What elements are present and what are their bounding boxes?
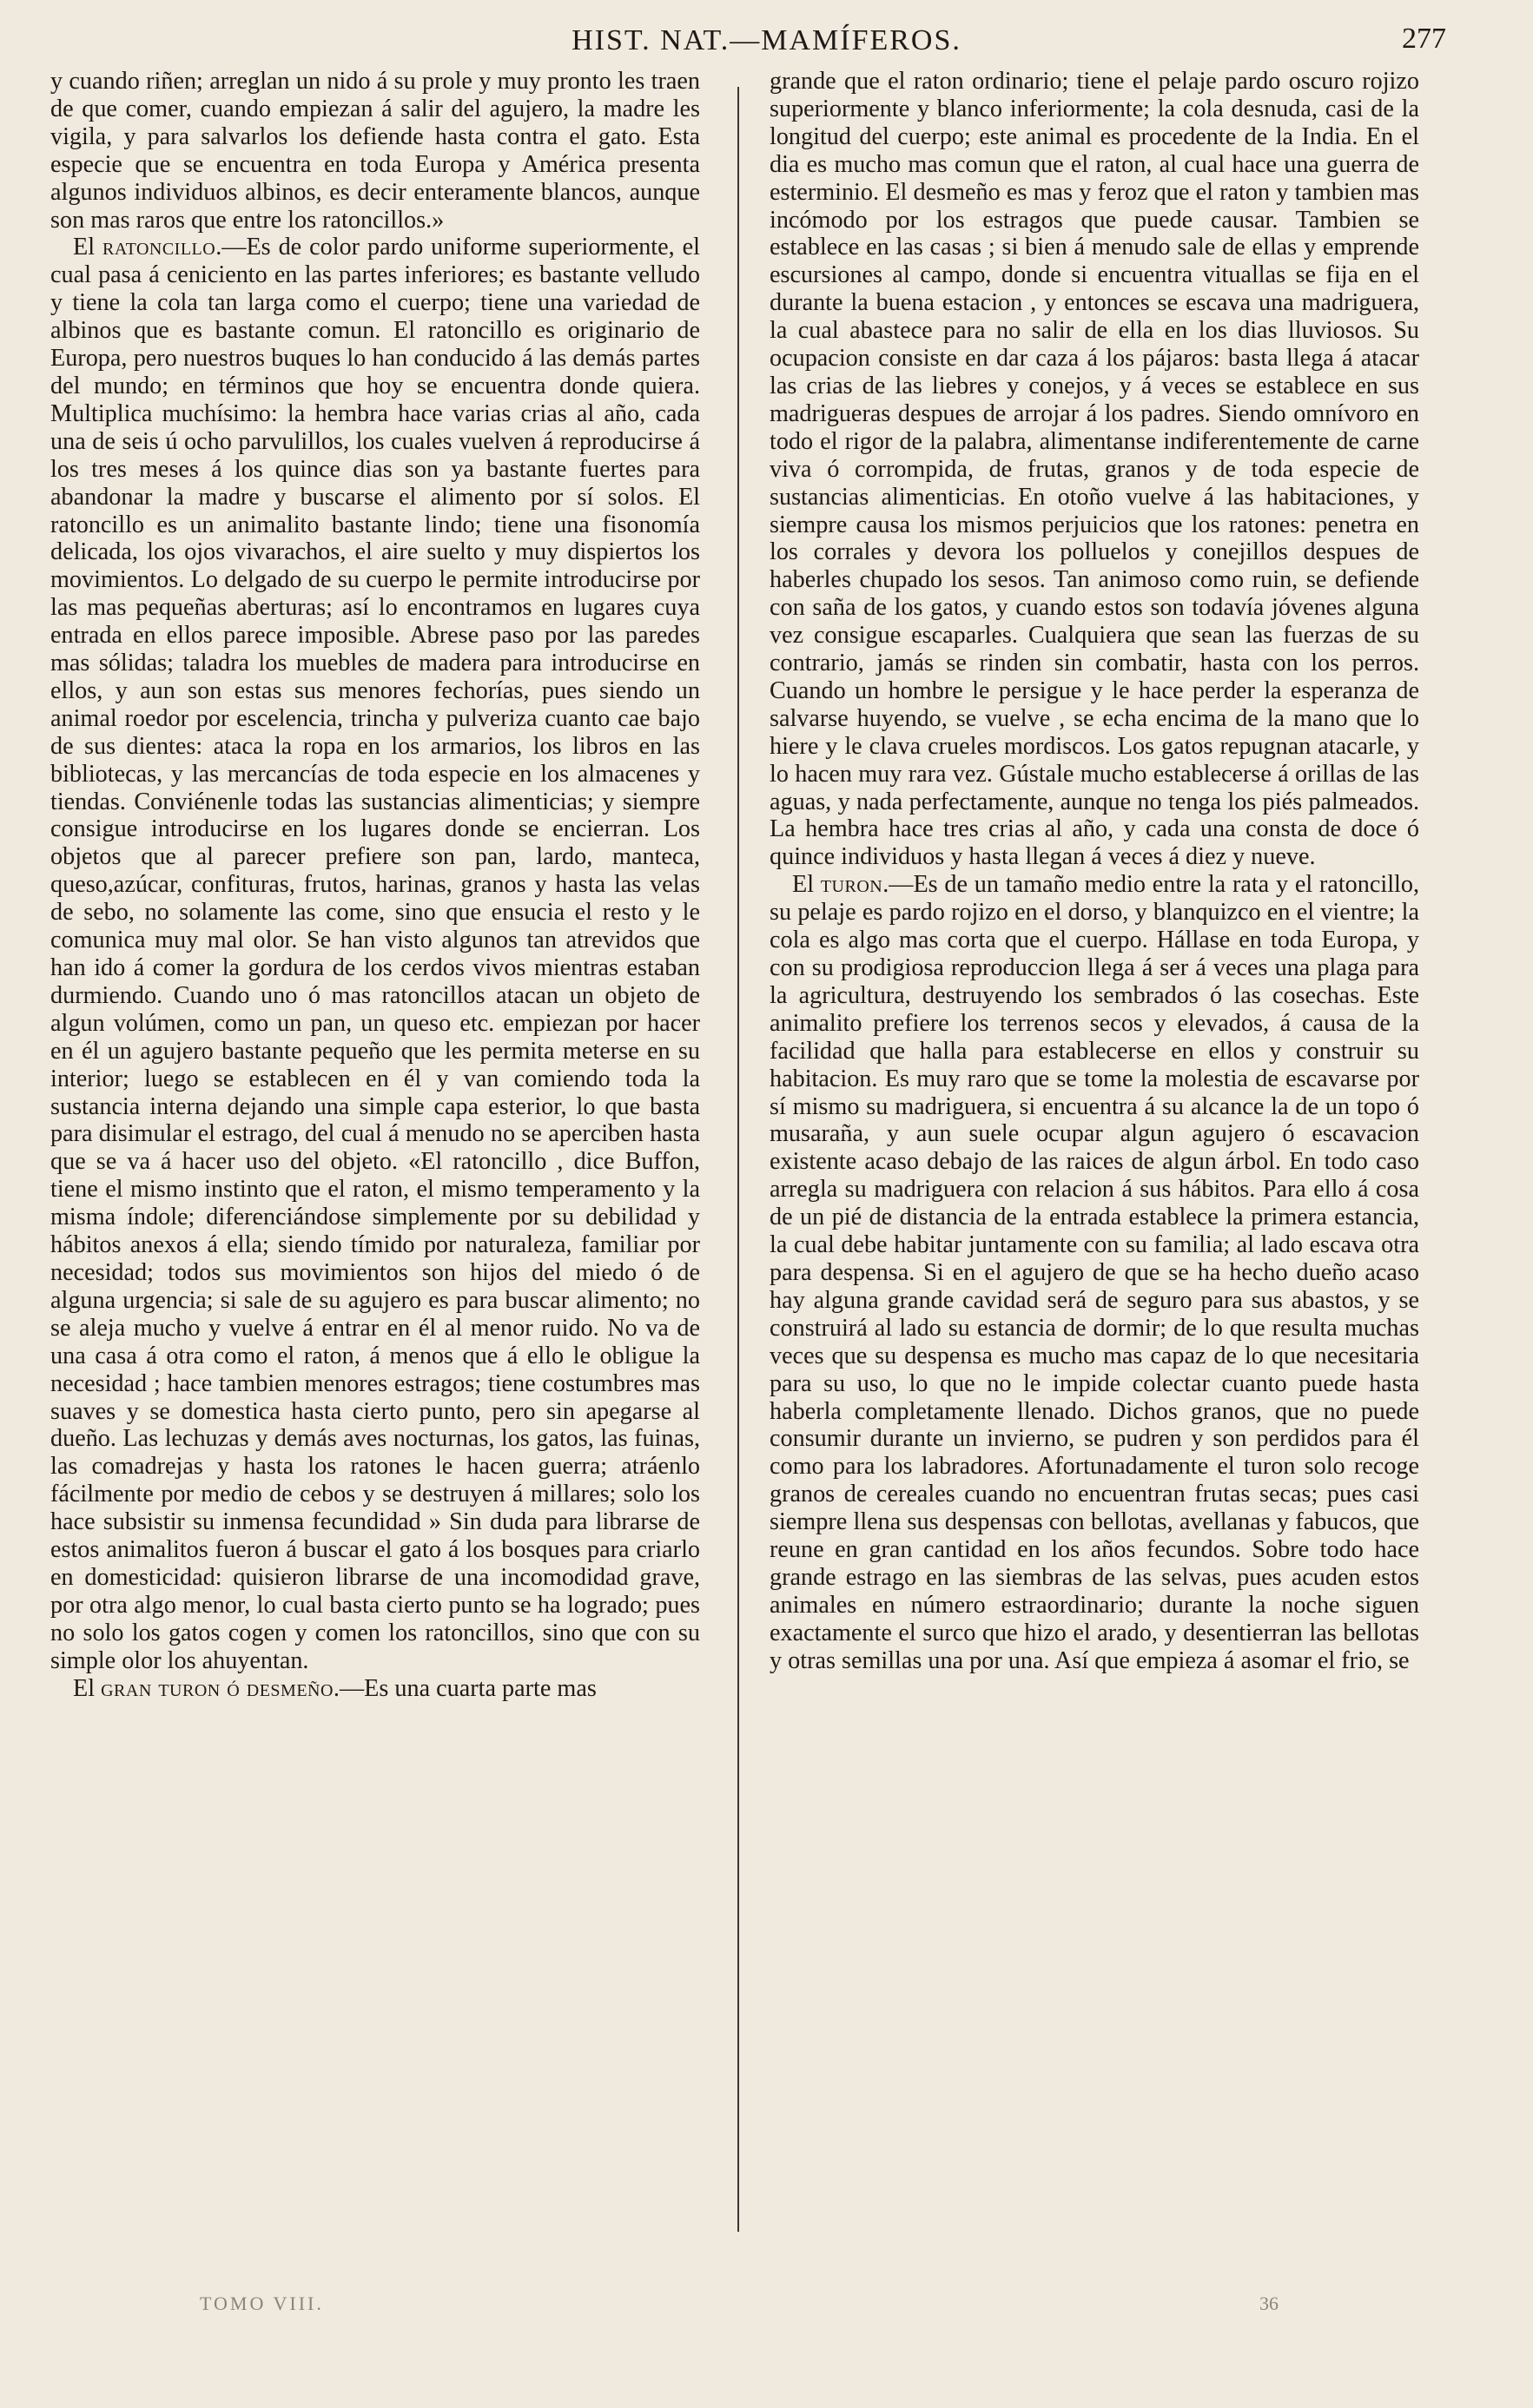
column-divider [737, 87, 739, 2232]
paragraph-intro: El [792, 871, 815, 899]
right-column [770, 68, 1419, 1675]
species-term-gran-turon: gran turon ó desmeño [101, 1674, 334, 1702]
paragraph-body: .—Es una cuarta parte mas [333, 1674, 597, 1702]
paragraph-intro: El [73, 234, 96, 261]
paragraph-intro: El [73, 1674, 96, 1702]
paragraph-body: .—Es de un tamaño medio entre la rata y el ratoncillo, su pelaje es pardo rojizo en el dorso, y blanquizco en el vientre; la cola es algo mas corta que el cuerpo. Hállase en toda Europa, y con su prodigiosa reproduccion llega á ser á veces una plaga para la agricultura, destruyendo los sembrados ó las cosechas. Este animalito prefiere los terrenos secos y elevados, á causa de la facilidad que halla para establecerse en ellos y construir su habitacion. Es muy raro que se tome la molestia de escavarse por sí mismo su madriguera, si encuentra á su alcance la de un topo ó musaraña, y aun suele ocupar algun agujero ó escavacion existente acaso debajo de las raices de algun árbol. En todo caso arregla su madriguera con relacion á sus hábitos. Para ello á cosa de un pié de distancia de la entrada establece la primera estancia, la cual debe habitar juntamente con su familia; al lado escava otra para despensa. Si en el agujero de que se ha hecho dueño acaso hay alguna grande cavidad será de seguro para sus abastos, y se construirá al lado su estancia de dormir; de lo que resulta muchas veces que su despensa es mucho mas capaz de lo que necesitaria para su uso, lo que no le impide colectar cuanto puede hasta haberla completamente llenado. Dichos granos, que no puede consumir durante un invierno, se pudren y son perdidos para él como para los labradores. Afortunadamente el turon solo recoge granos de cereales cuando no encuentran frutas secas; pues casi siempre llena sus despensas con bellotas, avellanas y fabucos, que reune en gran cantidad en los años fecundos. Sobre todo hace grande estrago en las siembras de las selvas, pues acuden estos animales en número estraordinario; durante la noche siguen exactamente el surco que hizo el arado, y desentierran las bellotas y otras semillas una por una. Así que empieza á asomar el frio, se [770, 871, 1419, 1674]
paragraph-continuation: y cuando riñen; arreglan un nido á su prole y muy pronto les traen de que comer, cuando empiezan á salir del agujero, la madre les vigila, y para salvarlos los defiende hasta contra el gato. Esta especie que se encuentra en toda Europa y América presenta algunos individuos albinos, es decir enteramente blancos, aunque son mas raros que entre los ratoncillos.» [50, 68, 700, 234]
paragraph-turon [770, 871, 1419, 1674]
paragraph-desmeno: grande que el raton ordinario; tiene el pelaje pardo oscuro rojizo superiormente y blanco inferiormente; la cola desnuda, casi de la longitud del cuerpo; este animal es procedente de la India. En el dia es mucho mas comun que el raton, al cual hace una guerra de esterminio. El desmeño es mas y feroz que el raton y tambien mas incómodo por los estragos que puede causar. Tambien se establece en las casas ; si bien á menudo sale de ellas y emprende escursiones al campo, donde si encuentra vituallas se fija en el durante la buena estacion , y entonces se escava una madriguera, la cual abastece para no salir de ella en los dias lluviosos. Su ocupacion consiste en dar caza á los pájaros: basta llega á atacar las crias de las liebres y conejos, y á veces se establece en sus madrigueras despues de arrojar á los padres. Siendo omnívoro en todo el rigor de la palabra, alimentanse indiferentemente de carne viva ó corrompida, de frutas, granos y de toda especie de sustancias alimenticias. En otoño vuelve á las habitaciones, y siempre causa los mismos perjuicios que los ratones: penetra en los corrales y devora los polluelos y conejillos despues de haberles chupado los sesos. Tan animoso como ruin, se defiende con saña de los gatos, y cuando estos son todavía jóvenes alguna vez consigue escaparles. Cualquiera que sean las fuerzas de su contrario, jamás se rinden sin combatir, hasta con los perros. Cuando un hombre le persigue y le hace perder la esperanza de salvarse huyendo, se vuelve , se echa encima de la mano que lo hiere y le clava crueles mordiscos. Los gatos repugnan atacarle, y lo hacen muy rara vez. Gústale mucho establecerse á orillas de las aguas, y nada perfectamente, aunque no tenga los piés palmeados. La hembra hace tres crias al año, y cada una consta de doce ó quince individuos y hasta llegan á veces á diez y nueve. [770, 68, 1419, 871]
running-title: HIST. NAT.—MAMÍFEROS. [572, 24, 961, 56]
page-footer [0, 2293, 1533, 2327]
paragraph-gran-turon [50, 1675, 700, 1703]
page-number: 277 [1402, 23, 1446, 55]
paragraph-ratoncillo [50, 234, 700, 1674]
paragraph-body: .—Es de color pardo uniforme superiormente, el cual pasa á ceniciento en las partes inferiores; es bastante velludo y tiene la cola tan larga como el cuerpo; tiene una variedad de albinos que es bastante comun. El ratoncillo es originario de Europa, pero nuestros buques lo han conducido á las demás partes del mundo; en términos que hoy se encuentra donde quiera. Multiplica muchísimo: la hembra hace varias crias al año, cada una de seis ú ocho parvulillos, los cuales vuelven á reproducirse á los tres meses á los quince dias son ya bastante fuertes para abandonar la madre y buscarse el alimento por sí solos. El ratoncillo es un animalito bastante lindo; tiene una fisonomía delicada, los ojos vivarachos, el aire suelto y muy dispiertos los movimientos. Lo delgado de su cuerpo le permite introducirse por las mas pequeñas aberturas; así lo encontramos en lugares cuya entrada en ellos parece imposible. Abrese paso por las paredes mas sólidas; taladra los muebles de madera para introducirse en ellos, y aun son estas sus menores fechorías, pues siendo un animal roedor por escelencia, trincha y pulveriza cuanto cae bajo de sus dientes: ataca la ropa en los armarios, los libros en las bibliotecas, y las mercancías de toda especie en los almacenes y tiendas. Conviénenle todas las sustancias alimenticias; y siempre consigue introducirse en los lugares donde se encierran. Los objetos que al parecer prefiere son pan, lardo, manteca, queso,azúcar, confituras, frutos, harinas, granos y hasta las velas de sebo, no solamente las come, sino que ensucia el resto y le comunica muy mal olor. Se han visto algunos tan atrevidos que han ido á comer la gordura de los cerdos vivos mientras estaban durmiendo. Cuando uno ó mas ratoncillos atacan un objeto de algun volúmen, como un pan, un queso etc. empiezan por hacer en él un agujero bastante pequeño que les permita meterse en su interior; luego se establecen en él y van comiendo toda la sustancia interna dejando una simple capa esterior, lo que basta para disimular el estrago, del cual á menudo no se aperciben hasta que se va á hacer uso del objeto. «El ratoncillo , dice Buffon, tiene el mismo instinto que el raton, el mismo temperamento y la misma índole; diferenciándose simplemente por su debilidad y hábitos anexos á ella; siendo tímido por naturaleza, familiar por necesidad; todos sus movimientos son hijos del miedo ó de alguna urgencia; si sale de su agujero es para buscar alimento; no se aleja mucho y vuelve á entrar en él al menor ruido. No va de una casa á otra como el raton, á menos que á ello le obligue la necesidad ; hace tambien menores estragos; tiene costumbres mas suaves y se domestica hasta cierto punto, pero sin apegarse al dueño. Las lechuzas y demás aves nocturnas, los gatos, las fuinas, las comadrejas y hasta los ratones le hacen guerra; atráenlo fácilmente por medio de cebos y se destruyen á millares; solo los hace subsistir su inmensa fecundidad » Sin duda para librarse de estos animalitos fueron á buscar el gato á los bosques para criarlo en domesticidad: quisieron librarse de una incomodidad grave, por otra algo menor, lo cual basta cierto punto se ha logrado; pues no solo los gatos cogen y comen los ratoncillos, sino que con su simple olor los ahuyentan. [50, 234, 700, 1674]
species-term-ratoncillo: ratoncillo [102, 234, 216, 261]
volume-signature: TOMO VIII. [200, 2293, 324, 2314]
page-header [0, 16, 1533, 68]
left-column [50, 68, 700, 1702]
sheet-number: 36 [1259, 2293, 1279, 2314]
species-term-turon: turon [820, 871, 883, 899]
